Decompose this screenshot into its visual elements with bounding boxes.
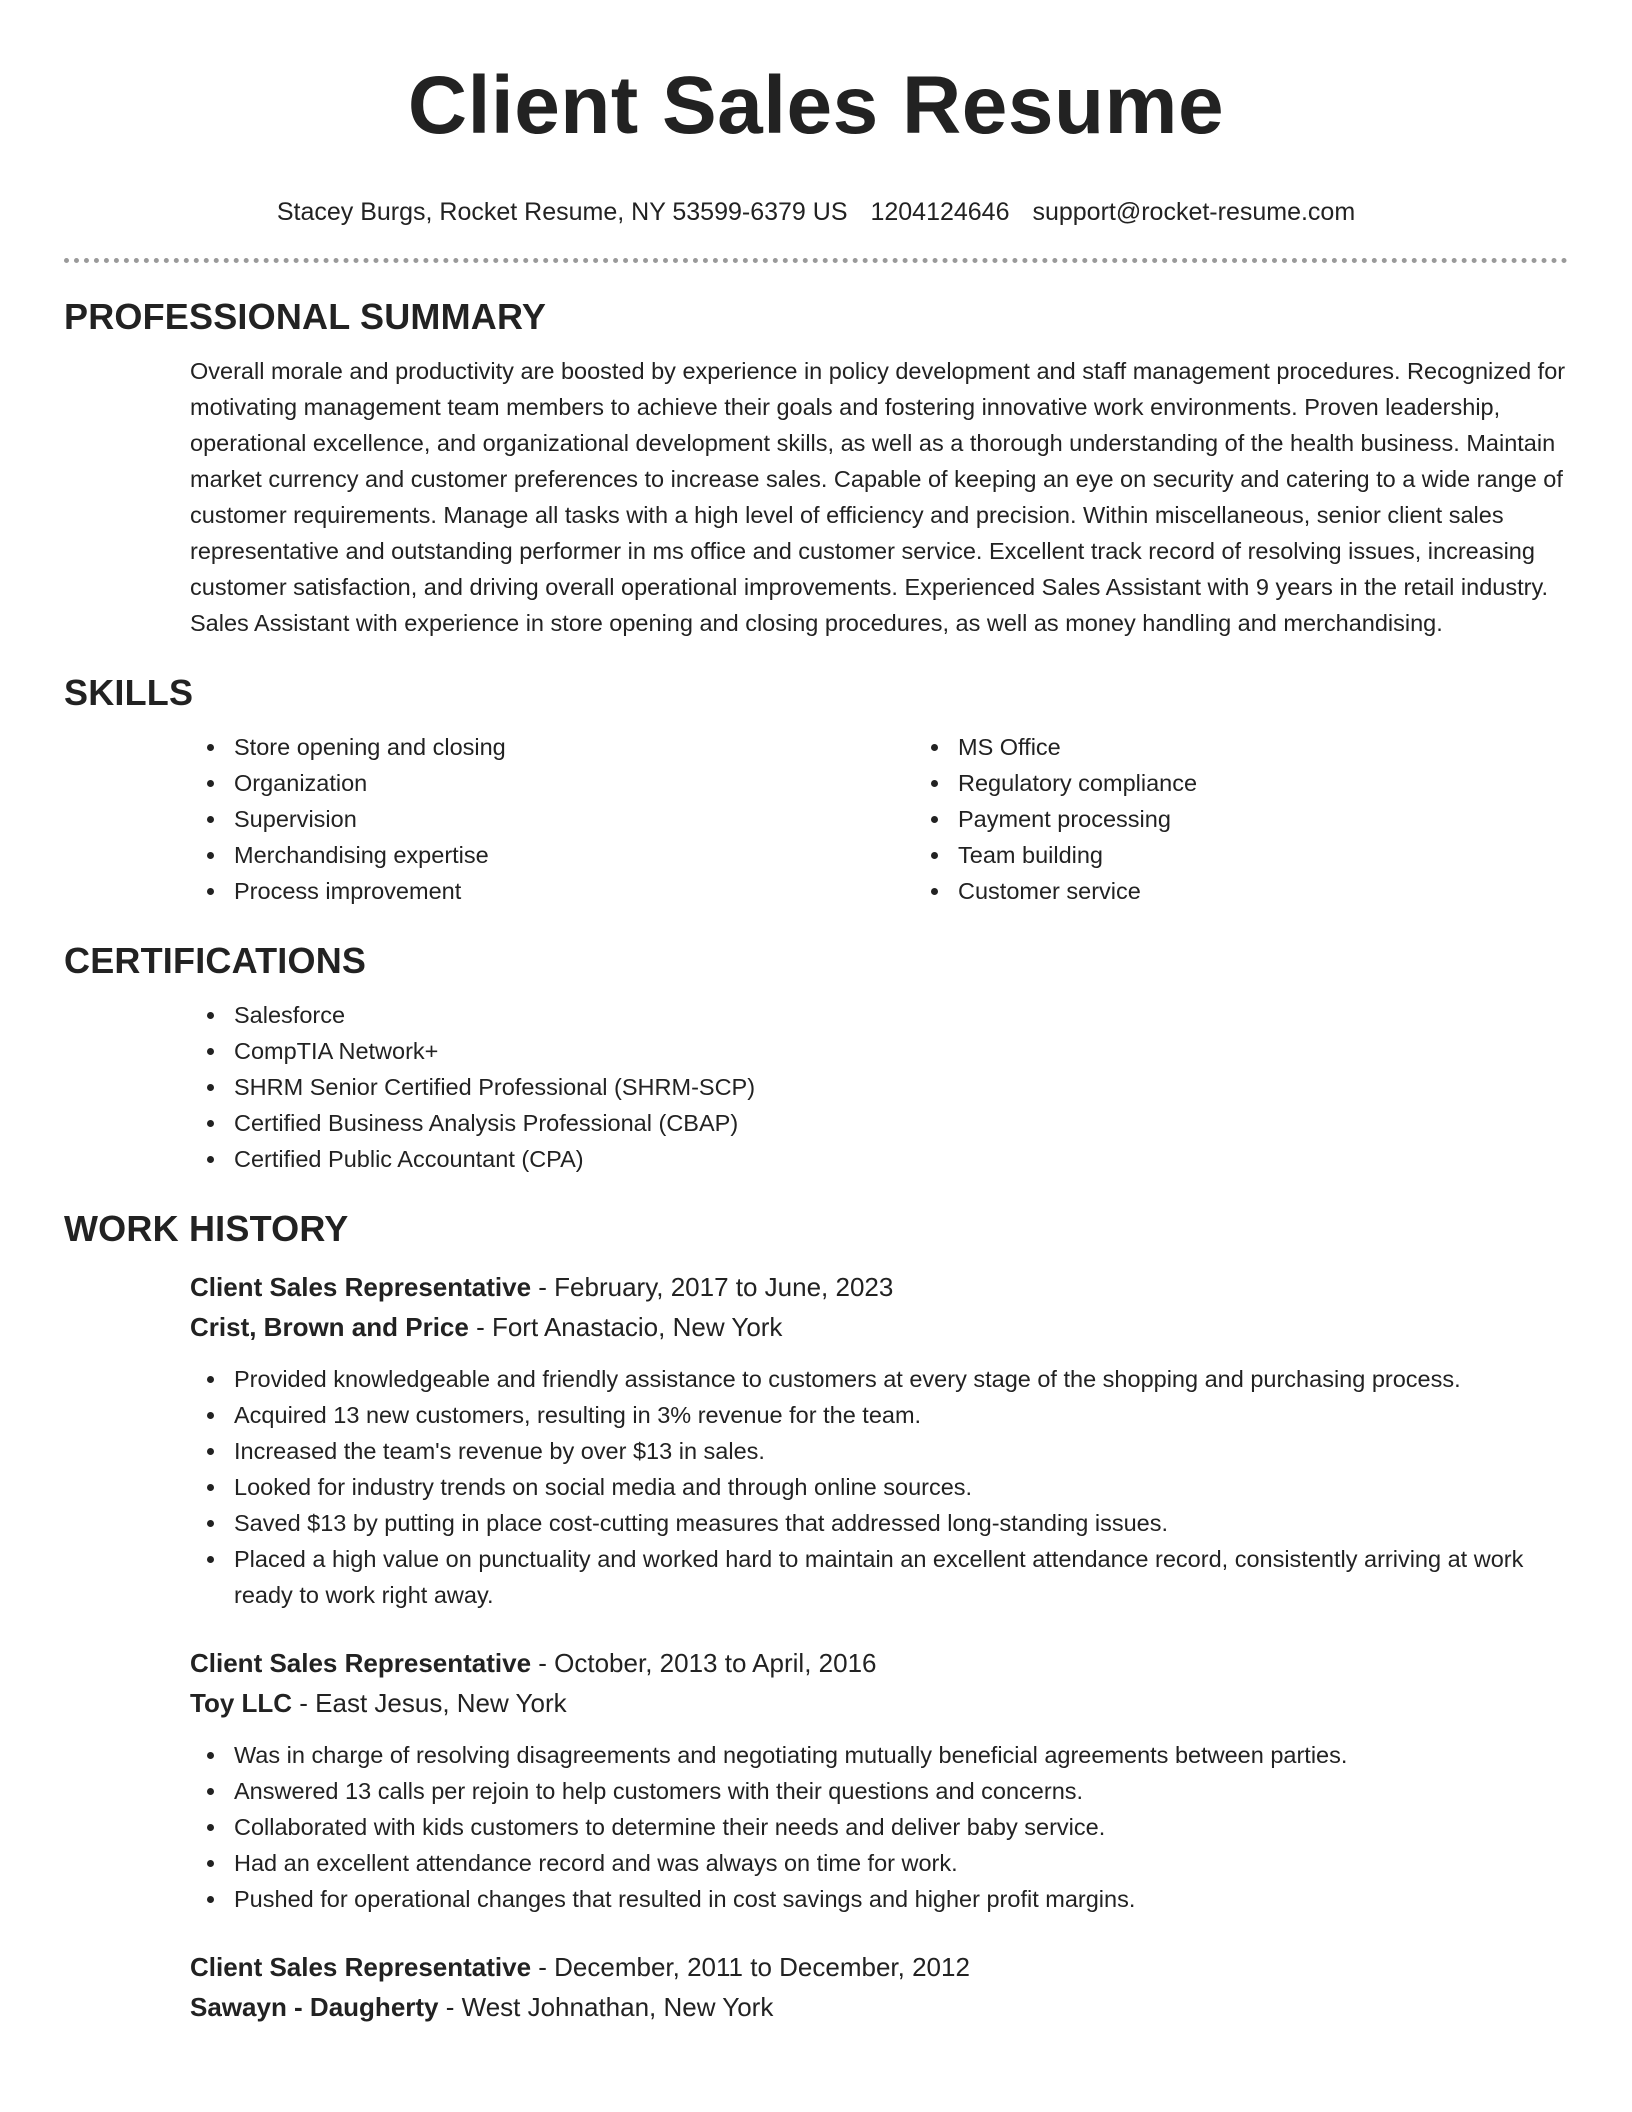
job-bullet: Increased the team's revenue by over $13 in sales. [234, 1433, 1568, 1469]
job-dates: - December, 2011 to December, 2012 [531, 1952, 970, 1982]
job-company: Sawayn - Daugherty [190, 1992, 439, 2022]
job-bullet: Acquired 13 new customers, resulting in 3% revenue for the team. [234, 1397, 1568, 1433]
job-bullet: Collaborated with kids customers to determine their needs and deliver baby service. [234, 1809, 1568, 1845]
job-bullet: Pushed for operational changes that resulted in cost savings and higher profit margins. [234, 1881, 1568, 1917]
skills-column-left [190, 729, 914, 909]
job-company-line [190, 1683, 1568, 1723]
certifications-section [64, 939, 1568, 1177]
job-bullets [190, 1361, 1568, 1613]
contact-line [64, 196, 1568, 228]
skill-item: Team building [958, 837, 1632, 873]
skill-item: Customer service [958, 873, 1632, 909]
resume-title: Client Sales Resume [407, 60, 1225, 151]
skill-item: MS Office [958, 729, 1632, 765]
skill-item: Regulatory compliance [958, 765, 1632, 801]
certification-item: Certified Public Accountant (CPA) [234, 1141, 1568, 1177]
job-company: Crist, Brown and Price [190, 1312, 469, 1342]
certifications-heading: CERTIFICATIONS [64, 940, 367, 981]
skill-item: Payment processing [958, 801, 1632, 837]
job-company-line [190, 1307, 1568, 1347]
job-title: Client Sales Representative [190, 1272, 532, 1302]
job-bullet: Answered 13 calls per rejoin to help customers with their questions and concerns. [234, 1773, 1568, 1809]
skill-item: Merchandising expertise [234, 837, 914, 873]
skill-item: Store opening and closing [234, 729, 914, 765]
job-title-line [190, 1267, 1568, 1307]
certification-item: CompTIA Network+ [234, 1033, 1568, 1069]
job-company-line [190, 1987, 1568, 2027]
job-bullet: Provided knowledgeable and friendly assistance to customers at every stage of the shopping and purchasing process. [234, 1361, 1568, 1397]
summary-heading: PROFESSIONAL SUMMARY [64, 296, 547, 337]
certifications-bullets [190, 997, 1568, 1177]
job-location: - West Johnathan, New York [438, 1992, 774, 2022]
job-dates: - October, 2013 to April, 2016 [531, 1648, 877, 1678]
contact-phone: 1204124646 [870, 198, 1010, 226]
certification-item: Salesforce [234, 997, 1568, 1033]
contact-email: support@rocket-resume.com [1032, 198, 1356, 226]
job-location: - East Jesus, New York [292, 1688, 567, 1718]
job-company: Toy LLC [190, 1688, 293, 1718]
skill-item: Supervision [234, 801, 914, 837]
work-history-heading: WORK HISTORY [64, 1208, 349, 1249]
job-bullet: Saved $13 by putting in place cost-cutting measures that addressed long-standing issues. [234, 1505, 1568, 1541]
skill-item: Process improvement [234, 873, 914, 909]
work-history-section [64, 1207, 1568, 2027]
skills-section [64, 671, 1568, 909]
skills-heading: SKILLS [64, 672, 194, 713]
job-entry [190, 1267, 1568, 1613]
job-entry [190, 1947, 1568, 2027]
job-location: - Fort Anastacio, New York [468, 1312, 783, 1342]
job-entry [190, 1643, 1568, 1917]
certification-item: Certified Business Analysis Professional (CBAP) [234, 1105, 1568, 1141]
job-bullet: Was in charge of resolving disagreements and negotiating mutually beneficial agreements between parties. [234, 1737, 1568, 1773]
summary-section [64, 295, 1568, 641]
job-bullets [190, 1737, 1568, 1917]
summary-text: Overall morale and productivity are boosted by experience in policy development and staff management procedures. Recognized for motivating management team members to achieve their goals and fostering innovative work environments. Proven leadership, operational excellence, and organizational development skills, as well as a thorough understanding of the health business. Maintain market currency and customer preferences to increase sales. Capable of keeping an eye on security and catering to a wide range of customer requirements. Manage all tasks with a high level of efficiency and precision. Within miscellaneous, senior client sales representative and outstanding performer in ms office and customer service. Excellent track record of resolving issues, increasing customer satisfaction, and driving overall operational improvements. Experienced Sales Assistant with 9 years in the retail industry. Sales Assistant with experience in store opening and closing procedures, as well as money handling and merchandising. [190, 358, 1566, 636]
summary-body [190, 353, 1568, 641]
certification-item: SHRM Senior Certified Professional (SHRM-SCP) [234, 1069, 1568, 1105]
header-divider [64, 258, 1568, 263]
skills-list [190, 729, 1568, 909]
job-title-line [190, 1643, 1568, 1683]
contact-address: Stacey Burgs, Rocket Resume, NY 53599-6379 US [276, 198, 848, 226]
job-title: Client Sales Representative [190, 1952, 532, 1982]
job-bullet: Placed a high value on punctuality and worked hard to maintain an excellent attendance record, consistently arriving at work ready to work right away. [234, 1541, 1568, 1613]
job-bullet: Looked for industry trends on social media and through online sources. [234, 1469, 1568, 1505]
certifications-list [190, 997, 1568, 1177]
job-bullet: Had an excellent attendance record and was always on time for work. [234, 1845, 1568, 1881]
job-title-line [190, 1947, 1568, 1987]
job-dates: - February, 2017 to June, 2023 [531, 1272, 894, 1302]
job-title: Client Sales Representative [190, 1648, 532, 1678]
skills-column-right [914, 729, 1632, 909]
skill-item: Organization [234, 765, 914, 801]
